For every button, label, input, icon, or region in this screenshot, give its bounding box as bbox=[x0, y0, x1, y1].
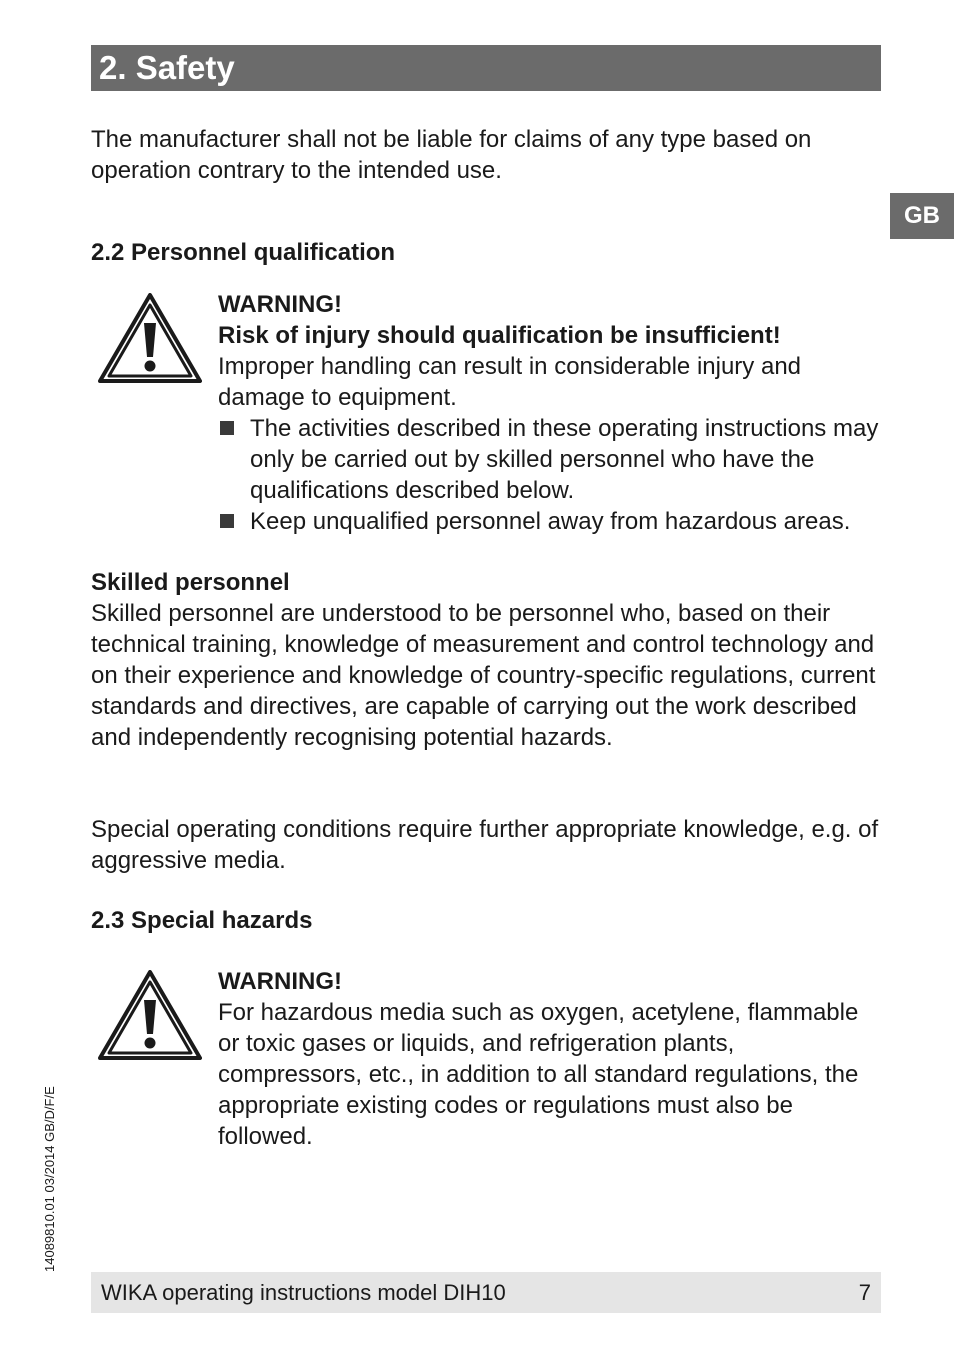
language-tab: GB bbox=[890, 193, 954, 239]
warning-label: WARNING! bbox=[218, 968, 342, 995]
page-footer bbox=[91, 1272, 881, 1313]
warning-text: For hazardous media such as oxygen, acetylene, flammable or toxic gases or liquids, and refrigeration plants, compressors, etc., in addition to all standard regulations, the appropriate existing codes or regulations must also be followed. bbox=[218, 999, 859, 1150]
heading-special-hazards: 2.3 Special hazards bbox=[91, 907, 313, 934]
warning-label: WARNING! bbox=[218, 291, 342, 318]
warning-block-hazards bbox=[218, 966, 883, 1152]
skilled-paragraph: Skilled personnel are understood to be personnel who, based on their technical training, knowledge of measurement and control technology and on their experience and knowledge of country-specific regulations, current standards and directives, are capable of carrying out the work described and independently recognising potential hazards. bbox=[91, 600, 876, 751]
warning-bullet-list bbox=[218, 413, 883, 537]
warning-triangle-icon bbox=[98, 293, 202, 383]
heading-skilled-personnel: Skilled personnel bbox=[91, 569, 290, 596]
warning-block-qualification bbox=[218, 289, 883, 537]
warning-triangle-icon bbox=[98, 970, 202, 1060]
intro-paragraph: The manufacturer shall not be liable for claims of any type based on operation contrary to the intended use. bbox=[91, 126, 812, 184]
list-item bbox=[218, 506, 883, 537]
heading-personnel-qualification: 2.2 Personnel qualification bbox=[91, 239, 396, 266]
warning-text: Improper handling can result in considerable injury and damage to equipment. bbox=[218, 353, 802, 411]
warning-subtitle: Risk of injury should qualification be insufficient! bbox=[218, 322, 781, 349]
bullet-square-icon bbox=[220, 514, 234, 528]
document-code: 14089810.01 03/2014 GB/D/F/E bbox=[42, 1086, 57, 1272]
special-conditions-paragraph: Special operating conditions require further appropriate knowledge, e.g. of aggressive media. bbox=[91, 816, 879, 874]
bullet-text: Keep unqualified personnel away from hazardous areas. bbox=[250, 508, 851, 535]
bullet-square-icon bbox=[220, 421, 234, 435]
footer-text: WIKA operating instructions model DIH10 bbox=[101, 1280, 506, 1305]
list-item bbox=[218, 413, 883, 506]
section-title: 2. Safety bbox=[91, 45, 881, 91]
bullet-text: The activities described in these operating instructions may only be carried out by skilled personnel who have the qualifications described below. bbox=[250, 415, 879, 504]
page-number: 7 bbox=[858, 1280, 871, 1305]
